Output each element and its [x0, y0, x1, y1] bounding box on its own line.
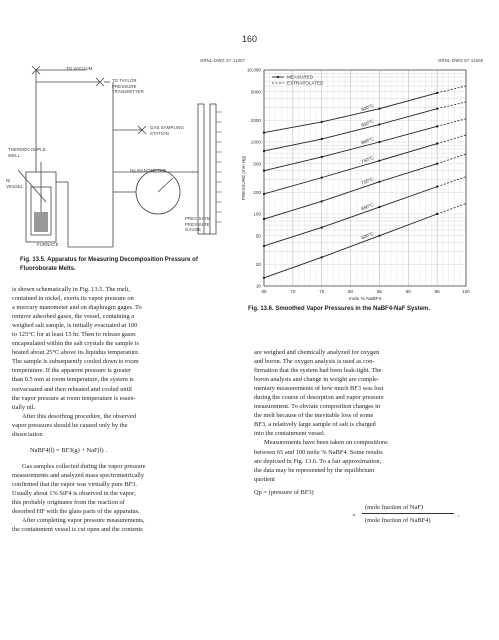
left-column-line: this probably originates from the reaction of [12, 499, 125, 507]
left-column-line: After this desorbing procedure, the observed [22, 412, 136, 420]
left-column-line: the containment vessel is cut open and the contents [12, 526, 143, 534]
left-column-line: confirmed that the vapor was virtually pure BF3. [12, 480, 137, 488]
left-column-line: After completing vapor pressure measurements, [22, 517, 145, 525]
y-tick-label: 50 [255, 233, 261, 239]
label-hg-manometer: Hg MANOMETER [130, 168, 167, 173]
dissociation-equation: NaBF4(l) = BF3(g) + NaF(l) . [30, 446, 107, 454]
left-column-line: vapor pressures should be caused only by the [12, 421, 128, 429]
series-label: 650°C [360, 201, 375, 212]
series-line-extrapolated [437, 203, 466, 214]
y-tick-label: 10,000 [246, 67, 261, 73]
right-column-line: between 65 and 100 mole % NaBF4. Some results [254, 448, 383, 456]
right-column-line: Measurements have been taken on compositions [264, 439, 388, 447]
series-label: 750°C [360, 155, 375, 165]
series-label: 800°C [360, 136, 375, 146]
left-column-text [12, 285, 236, 534]
multiply-sign: × [352, 512, 356, 519]
data-point [321, 200, 323, 202]
data-point [263, 277, 265, 279]
fraction-bar [362, 513, 454, 514]
x-tick-label: 80 [348, 289, 354, 294]
right-column-line: mentary measurements of how much BF3 was lost [254, 385, 384, 393]
figure-13-5-caption: Fig. 13.5. Apparatus for Measuring Decomposition Pressure of Fluoroborate Melts. [20, 257, 198, 272]
x-tick-label: 75 [319, 289, 325, 294]
x-tick-label: 95 [434, 289, 440, 294]
data-point [436, 213, 438, 215]
left-column-line: measurements and analyzed mass spectrometrically [12, 471, 145, 479]
right-column-line: are weighed and chemically analyzed for oxygen [254, 349, 380, 356]
left-column-line: encapsulated within the salt crystals the sample is [12, 340, 139, 348]
series-line-extrapolated [437, 154, 466, 164]
right-column-line: the data may be represented by the equilibrium [254, 466, 375, 474]
left-column-line: The sample is subsequently cooled down to room [12, 358, 139, 366]
legend-extrapolated-label: EXTRAPOLATED [287, 80, 324, 86]
label-to-taylor: TO TAYLOR PRESSURE TRANSMITTER [112, 78, 144, 94]
left-column-line: contained in nickel, exerts its vapor pressure on [12, 295, 134, 303]
x-axis-label: mole % NaBF4 [348, 297, 382, 302]
left-column-line: reevacuated and then reheated and cooled until [12, 385, 132, 393]
label-furnace: FURNACE [37, 242, 59, 247]
data-point [321, 138, 323, 140]
quotient-denominator: (mole fraction of NaBF4) [365, 517, 431, 524]
left-column-line: dissociation [12, 430, 43, 438]
label-gas-sampling: GAS SAMPLING STATION [150, 125, 185, 136]
x-tick-label: 100 [462, 289, 470, 294]
left-column-line: remove adsorbed gases, the vessel, containing a [12, 313, 135, 321]
left-column-line: tially nil. [12, 403, 36, 411]
data-point [378, 206, 380, 208]
series-label: 600°C [360, 230, 375, 241]
plot-frame [264, 70, 466, 286]
series-line-extrapolated [437, 177, 466, 187]
data-point [436, 143, 438, 145]
right-column-line: quotient [254, 475, 275, 483]
data-point [321, 177, 323, 179]
left-column-line: heated about 25°C above its liquidus temperature. [12, 349, 140, 357]
data-point [263, 132, 265, 134]
y-tick-label: 2000 [250, 117, 261, 123]
legend-measured-marker [277, 76, 279, 78]
x-tick-label: 70 [290, 289, 296, 294]
x-tick-label: 85 [376, 289, 382, 294]
left-column-line: Usually about 1% SiF4 is observed in the vapor; [12, 489, 136, 497]
x-tick-label: 90 [405, 289, 411, 294]
series-label: 850°C [360, 118, 375, 128]
data-point [436, 92, 438, 94]
left-column-line: is shown schematically in Fig. 13.5. The melt, [12, 286, 130, 293]
right-figure-dwg-number: ORNL-DWG 67-11608 [438, 58, 484, 63]
equation-comma: , [458, 511, 460, 518]
right-column-line: into the containment vessel. [254, 430, 326, 438]
label-to-vacuum: TO VACUUM [66, 66, 93, 71]
data-point [321, 256, 323, 258]
y-axis-label: PRESSURE (mm Hg) [241, 155, 246, 201]
y-tick-label: 10 [255, 283, 261, 289]
data-point [321, 121, 323, 123]
right-column-line: and boron. The oxygen analysis is used as con- [254, 358, 375, 366]
series-line-extrapolated [437, 86, 466, 93]
data-point [378, 108, 380, 110]
left-column-line: temperature. If the apparent pressure is greater [12, 367, 132, 375]
right-column-line: are depicted in Fig. 13.6. To a fair approximation, [254, 457, 382, 465]
right-column-line: boron analysis and change in weight are comple- [254, 376, 380, 384]
y-tick-label: 200 [253, 189, 261, 195]
right-column-line: BF3, a relatively large sample of salt is charged [254, 421, 376, 429]
label-ni-vessel: Ni VESSEL [6, 178, 24, 189]
data-point [263, 150, 265, 152]
data-point [263, 193, 265, 195]
left-figure-dwg-number: ORNL-DWG 67-11007 [200, 58, 246, 63]
data-point [378, 160, 380, 162]
left-column-line: weighed salt sample, is initially evacuated at 100 [12, 322, 138, 330]
data-point [436, 125, 438, 127]
data-point [378, 123, 380, 125]
legend-measured-label: MEASURED [287, 74, 314, 80]
y-tick-label: 1000 [250, 139, 261, 145]
left-column-line: to 125°C for at least 15 hr. Then to release gases [12, 331, 136, 339]
left-column-line: a mercury manometer and on diaphragm gages. To [12, 304, 142, 312]
left-column-line: desorbed HF with the glass parts of the apparatus. [12, 508, 140, 516]
series-line-extrapolated [437, 119, 466, 127]
left-column-line: the vapor pressure at room temperature is essen- [12, 394, 136, 402]
data-point [263, 218, 265, 220]
right-column-text [254, 348, 479, 484]
left-column-line: Gas samples collected during the vapor pressure [22, 462, 146, 470]
y-tick-label: 5000 [250, 89, 261, 95]
series-label: 900°C [360, 102, 375, 113]
label-thermocouple: THERMOCOUPLE WELL [8, 147, 46, 158]
series-line-extrapolated [437, 135, 466, 144]
data-point [263, 245, 265, 247]
y-tick-label: 20 [255, 261, 261, 267]
x-tick-label: 65 [261, 289, 267, 294]
data-point [436, 108, 438, 110]
data-point [378, 235, 380, 237]
data-point [378, 141, 380, 143]
vapor-pressure-chart [236, 60, 476, 310]
right-column-line: the melt because of the inevitable loss of some [254, 412, 374, 420]
data-point [378, 181, 380, 183]
y-tick-label: 500 [253, 161, 261, 167]
data-point [263, 170, 265, 172]
y-tick-label: 100 [253, 211, 261, 217]
figure-13-6-caption: Fig. 13.6. Smoothed Vapor Pressures in the NaBF4-NaF System. [248, 306, 431, 312]
data-point [436, 163, 438, 165]
right-column-line: measurement. To obviate composition changes in [254, 403, 381, 411]
right-column-line: during the course of desorption and vapor pressure [254, 394, 384, 402]
data-point [321, 156, 323, 158]
data-point [321, 226, 323, 228]
label-precision-gauge: PRECISION PRESSURE GAUGE [185, 216, 210, 232]
page-number: 160 [241, 34, 258, 44]
quotient-equation-lhs: Qp = (pressure of BF3) [254, 489, 314, 496]
data-point [436, 186, 438, 188]
quotient-numerator: (mole fraction of NaF) [365, 504, 424, 511]
series-label: 700°C [360, 176, 375, 186]
left-column-line: than 0.5 mm at room temperature, the system is [12, 376, 134, 384]
right-column-line: firmation that the system had been leak-tight. The [254, 367, 382, 375]
